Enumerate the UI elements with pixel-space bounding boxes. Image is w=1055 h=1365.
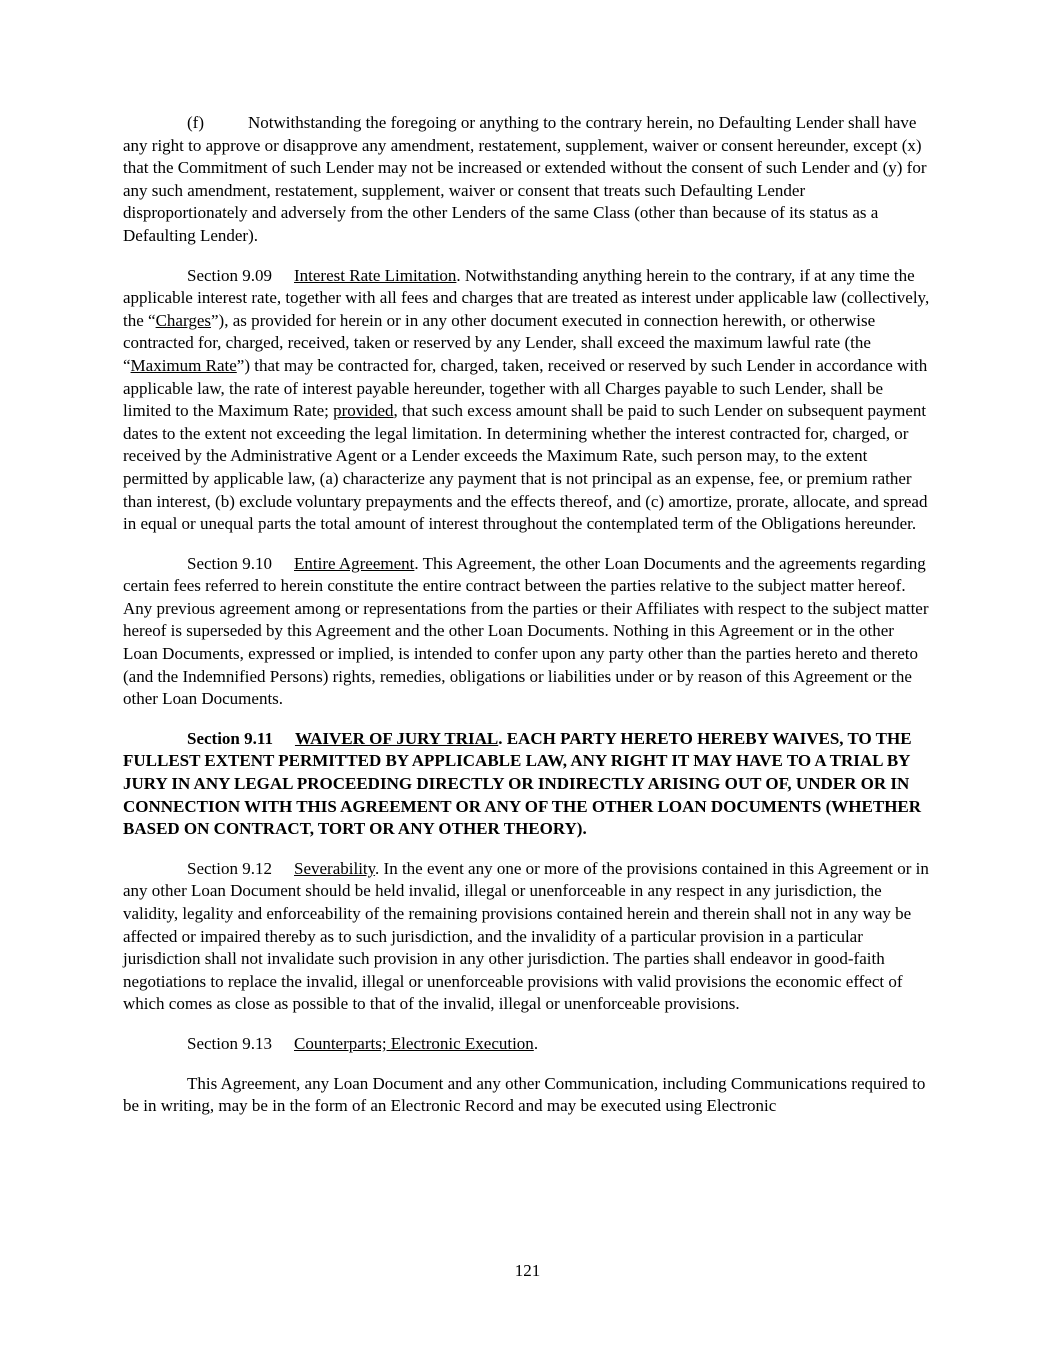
section-913-heading: Counterparts; Electronic Execution — [294, 1033, 534, 1053]
section-909-paragraph — [123, 265, 932, 536]
page-number: 121 — [514, 1261, 541, 1281]
section-910-label: Section 9.10 — [187, 553, 272, 573]
section-909-text: , that such excess amount shall be paid to such Lender on subsequent payment dates to the extent not exceeding the legal limitation. In determining whether the interest contracted for, charged, or received by the Administrative Agent or a Lender exceeds the Maximum Rate, such person may, to the extent permitted by applicable law, (a) characterize any payment that is not principal as an expense, fee, or premium rather than interest, (b) exclude voluntary prepayments and the effects thereof, and (c) amortize, prorate, allocate, and spread in equal or unequal parts the total amount of interest throughout the contemplated term of the Obligations hereunder. — [123, 401, 928, 534]
clause-f-paragraph — [123, 112, 932, 248]
section-913-label: Section 9.13 — [187, 1033, 272, 1053]
section-912-heading: Severability — [294, 858, 376, 878]
section-909-heading: Interest Rate Limitation — [294, 265, 457, 285]
section-909-text: ”) that may be contracted for, charged, taken, received or reserved by such Lender in accordance with applicable law, the rate of interest payable hereunder, together with all Charges payable to such Lender, shall be limited to the Maximum Rate; — [123, 355, 928, 421]
defined-term-maximum-rate: Maximum Rate — [130, 355, 237, 375]
section-909-label: Section 9.09 — [187, 265, 272, 285]
section-912-label: Section 9.12 — [187, 858, 272, 878]
section-912-text: . In the event any one or more of the provisions contained in this Agreement or in any other Loan Document should be held invalid, illegal or unenforceable in any respect in any jurisdiction, the validity, legality and enforceability of the remaining provisions contained herein and therein shall not in any way be affected or impaired thereby as to such jurisdiction, and the invalidity of a particular provision in a particular jurisdiction shall not invalidate such provision in any other jurisdiction. The parties shall endeavor in good-faith negotiations to replace the invalid, illegal or unenforceable provisions with valid provisions the economic effect of which comes as close as possible to that of the invalid, illegal or unenforceable provisions. — [123, 858, 929, 1014]
section-911-text: . EACH PARTY HERETO HEREBY WAIVES, TO THE FULLEST EXTENT PERMITTED BY APPLICABLE LAW, ANY RIGHT IT MAY HAVE TO A TRIAL BY JURY IN ANY LEGAL PROCEEDING DIRECTLY OR INDIRECTLY ARISING OUT OF, UNDER OR IN CONNECTION WITH THIS AGREEMENT OR ANY OF THE OTHER LOAN DOCUMENTS (WHETHER BASED ON CONTRACT, TORT OR ANY OTHER THEORY). — [123, 728, 922, 839]
defined-term-provided: provided — [333, 401, 394, 421]
section-910-text: . This Agreement, the other Loan Documents and the agreements regarding certain fees referred to herein constitute the entire contract between the parties relative to the subject matter hereof. Any previous agreement among or representations from the parties or their Affiliates with respect to the subject matter hereof is superseded by this Agreement and the other Loan Documents. Nothing in this Agreement or in the other Loan Documents, expressed or implied, is intended to confer upon any party other than the parties hereto and thereto (and the Indemnified Persons) rights, remedies, obligations or liabilities under or by reason of this Agreement or the other Loan Documents. — [123, 553, 929, 709]
section-911-label: Section 9.11 — [187, 728, 273, 748]
section-913-paragraph — [123, 1033, 932, 1056]
clause-f-label: (f) — [187, 113, 204, 132]
section-911-heading: WAIVER OF JURY TRIAL — [294, 728, 499, 748]
section-910-heading: Entire Agreement — [294, 553, 415, 573]
section-910-paragraph — [123, 553, 932, 711]
defined-term-charges: Charges — [155, 310, 211, 330]
closing-paragraph-text: This Agreement, any Loan Document and any other Communication, including Communications required to be in writing, may be in the form of an Electronic Record and may be executed using Electronic — [123, 1073, 926, 1116]
section-912-paragraph — [123, 858, 932, 1016]
section-913-text: . — [533, 1033, 539, 1053]
closing-paragraph — [123, 1073, 932, 1118]
section-911-paragraph — [123, 728, 932, 841]
clause-f-text: Notwithstanding the foregoing or anything to the contrary herein, no Defaulting Lender shall have any right to approve or disapprove any amendment, restatement, supplement, waiver or consent hereunder, except (x) that the Commitment of such Lender may not be increased or extended without the consent of such Lender and (y) for any such amendment, restatement, supplement, waiver or consent that treats such Defaulting Lender disproportionately and adversely from the other Lenders of the same Class (other than because of its status as a Defaulting Lender). — [123, 113, 927, 245]
section-909-text: . Notwithstanding anything herein to the contrary, if at any time the applicable interest rate, together with all fees and charges that are treated as interest under applicable law (collectively, the “ — [123, 265, 930, 330]
section-909-text: ”), as provided for herein or in any other document executed in connection herewith, or otherwise contracted for, charged, received, taken or reserved by any Lender, shall exceed the maximum lawful rate (the “ — [123, 310, 876, 375]
